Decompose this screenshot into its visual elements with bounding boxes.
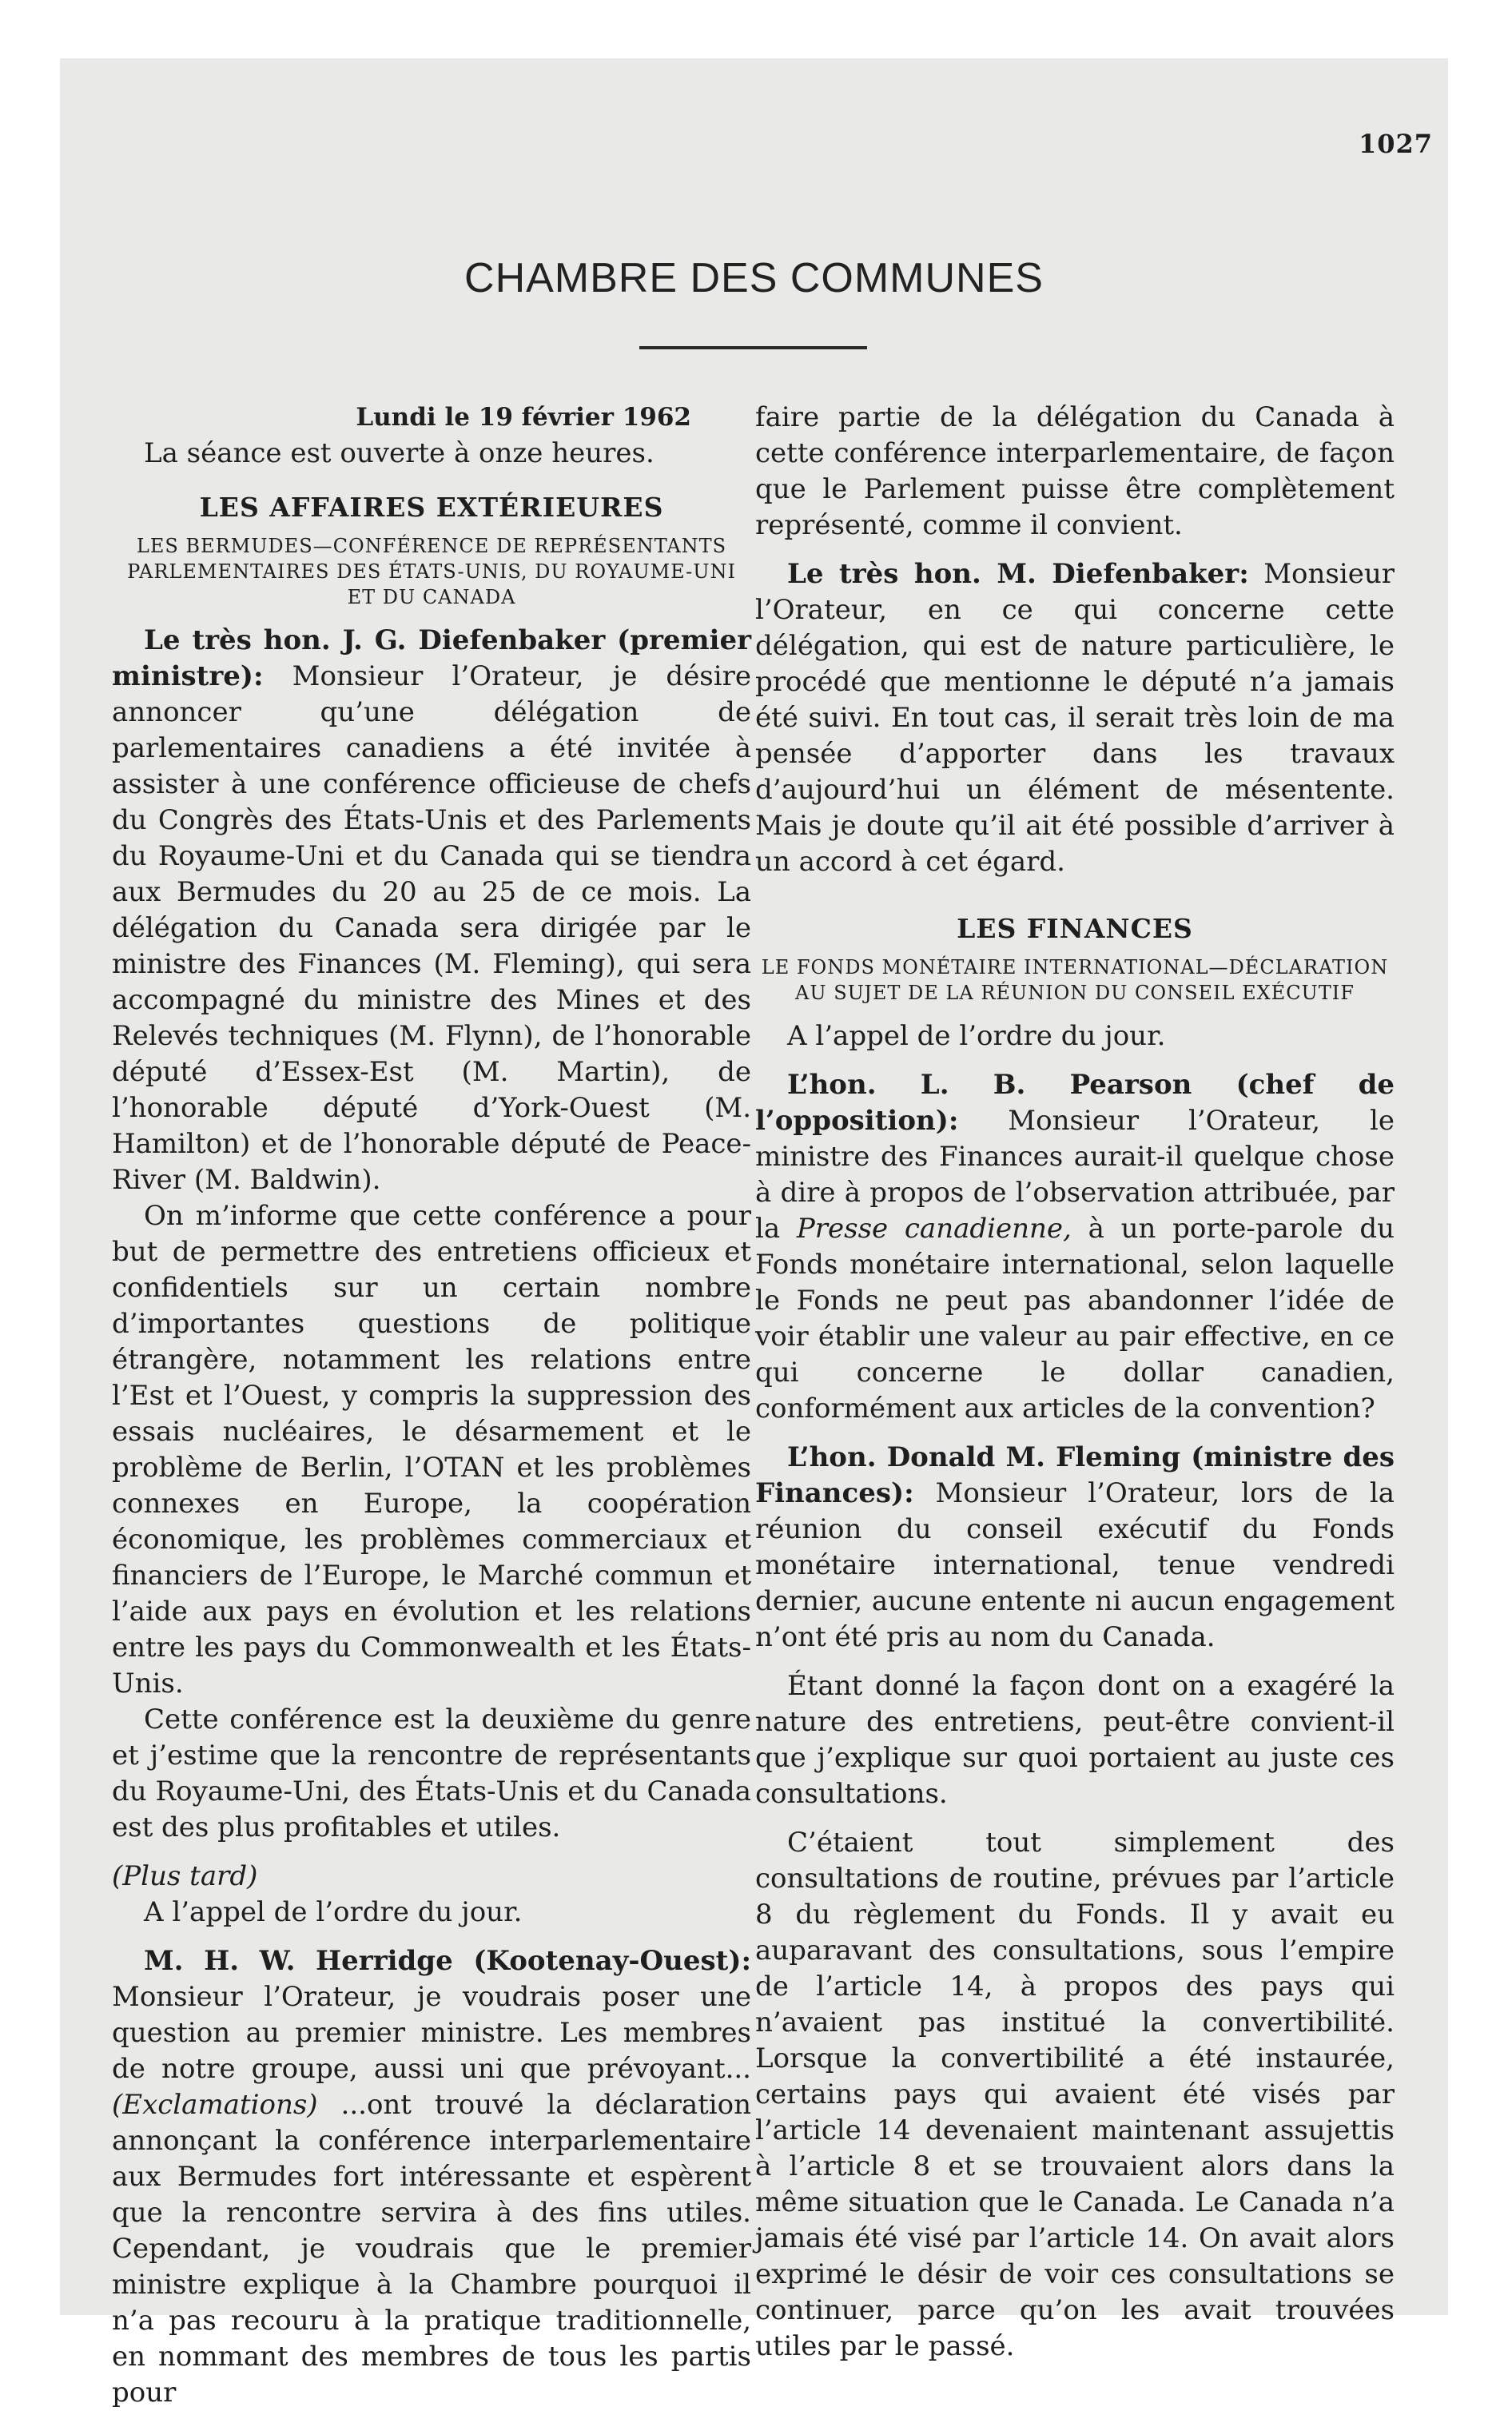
speaker-name: L’hon. L. B. Pearson (chef de l’opposition):	[755, 1069, 1395, 1137]
right-column	[755, 400, 1395, 2365]
speaker-name: L’hon. Donald M. Fleming (ministre des Finances):	[755, 1441, 1395, 1509]
paragraph: M. H. W. Herridge (Kootenay-Ouest): Monsieur l’Orateur, je voudrais poser une question au premier ministre. Les membres de notre groupe, aussi uni que prévoyant... (Exclamations) ...ont trouvé la déclaration annonçant la conférence interparlementaire aux Bermudes fort intéressante et espèrent que la rencontre servira à des fins utiles. Cependant, je voudrais que le premier ministre explique à la Chambre pourquoi il n’a pas recouru à la pratique traditionnelle, en nommant des membres de tous les partis pour	[112, 1945, 751, 2409]
paragraph: L’hon. Donald M. Fleming (ministre des Finances): Monsieur l’Orateur, lors de la réunion du conseil exécutif du Fonds monétaire international, tenue vendredi dernier, aucune entente ni aucun engagement n’ont été pris au nom du Canada.	[755, 1441, 1395, 1653]
speaker-name: Le très hon. M. Diefenbaker:	[787, 558, 1249, 590]
speaker-name: M. H. W. Herridge (Kootenay-Ouest):	[144, 1945, 751, 1977]
paragraph: Cette conférence est la deuxième du genre et j’estime que la rencontre de représentants du Royaume-Uni, des États-Unis et du Canada est des plus profitables et utiles.	[112, 1704, 751, 1843]
paragraph: Le très hon. J. G. Diefenbaker (premier ministre): Monsieur l’Orateur, je désire annoncer qu’une délégation de parlementaires canadiens a été invitée à assister à une conférence officieuse de chefs du Congrès des États-Unis et des Parlements du Royaume-Uni et du Canada qui se tiendra aux Bermudes du 20 au 25 de ce mois. La délégation du Canada sera dirigée par le ministre des Finances (M. Fleming), qui sera accompagné du ministre des Mines et des Relevés techniques (M. Flynn), de l’honorable député d’Essex-Est (M. Martin), de l’honorable député d’York-Ouest (M. Hamilton) et de l’honorable député de Peace-River (M. Baldwin).	[112, 624, 752, 1196]
paragraph: L’hon. L. B. Pearson (chef de l’opposition): Monsieur l’Orateur, le ministre des Finances aurait-il quelque chose à dire à propos de l’observation attribuée, par la Presse canadienne, à un porte-parole du Fonds monétaire international, selon laquelle le Fonds ne peut pas abandonner l’idée de voir établir une valeur au pair effective, en ce qui concerne le dollar canadien, conformément aux articles de la convention?	[755, 1069, 1395, 1425]
order-of-day: A l’appel de l’ordre du jour.	[144, 1896, 523, 1928]
subsection-heading-imf: LE FONDS MONÉTAIRE INTERNATIONAL—DÉCLARATION AU SUJET DE LA RÉUNION DU CONSEIL EXÉCUTIF	[761, 956, 1389, 1004]
speaker-name: Le très hon. J. G. Diefenbaker (premier ministre):	[112, 624, 751, 692]
order-of-day: A l’appel de l’ordre du jour.	[787, 1020, 1166, 1052]
paragraph: C’étaient tout simplement des consultations de routine, prévues par l’article 8 du règlement du Fonds. Il y avait eu auparavant des consultations, sous l’empire de l’article 14, à propos des pays qui n’avaient pas institué la convertibilité. Lorsque la convertibilité a été instaurée, certains pays qui avaient été visés par l’article 14 devenaient maintenant assujettis à l’article 8 et se trouvaient alors dans la même situation que le Canada. Le Canada n’a jamais été visé par l’article 14. On avait alors exprimé le désir de voir ces consultations se continuer, parce qu’on les avait trouvées utiles par le passé.	[755, 1827, 1395, 2362]
title-rule	[639, 346, 867, 349]
left-column	[112, 400, 751, 2411]
section-heading-finances: LES FINANCES	[957, 913, 1193, 944]
document-page	[60, 58, 1448, 2409]
sitting-date: Lundi le 19 février 1962	[356, 403, 691, 432]
subsection-heading-bermuda: LES BERMUDES—CONFÉRENCE DE REPRÉSENTANTS PARLEMENTAIRES DES ÉTATS-UNIS, DU ROYAUME-UNI ET DU CANADA	[127, 535, 736, 608]
section-heading-external-affairs: LES AFFAIRES EXTÉRIEURES	[199, 492, 664, 523]
page-number: 1027	[1359, 129, 1434, 159]
opening-line: La séance est ouverte à onze heures.	[144, 437, 655, 469]
paragraph: Étant donné la façon dont on a exagéré la nature des entretiens, peut-être convient-il que j’explique sur quoi portaient au juste ces consultations.	[755, 1670, 1395, 1810]
later-note: (Plus tard)	[112, 1860, 258, 1892]
page-title: CHAMBRE DES COMMUNES	[464, 255, 1044, 301]
paragraph: Le très hon. M. Diefenbaker: Monsieur l’Orateur, en ce qui concerne cette délégation, qui est de nature particulière, le procédé que mentionne le député n’a jamais été suivi. En tout cas, il serait très loin de ma pensée d’apporter dans les travaux d’aujourd’hui un élément de mésentente. Mais je doute qu’il ait été possible d’arriver à un accord à cet égard.	[755, 558, 1395, 878]
paragraph: faire partie de la délégation du Canada à cette conférence interparlementaire, de façon que le Parlement puisse être complètement représenté, comme il convient.	[755, 401, 1395, 541]
paragraph: On m’informe que cette conférence a pour but de permettre des entretiens officieux et confidentiels sur un certain nombre d’importantes questions de politique étrangère, notamment les relations entre l’Est et l’Ouest, y compris la suppression des essais nucléaires, le désarmement et le problème de Berlin, l’OTAN et les problèmes connexes en Europe, la coopération économique, les problèmes commerciaux et financiers de l’Europe, le Marché commun et l’aide aux pays en évolution et les relations entre les pays du Commonwealth et les États-Unis.	[112, 1200, 751, 1700]
